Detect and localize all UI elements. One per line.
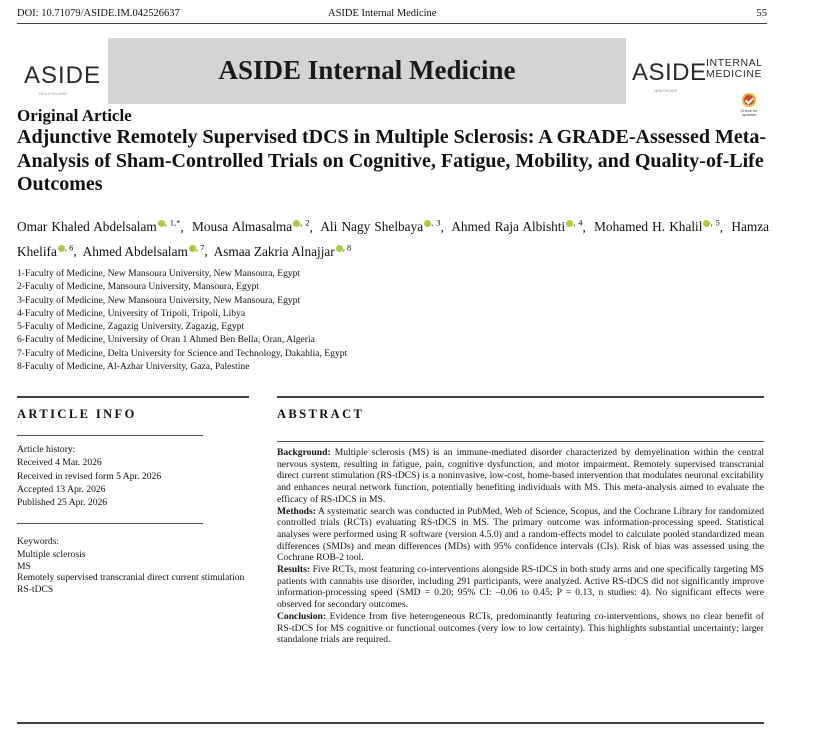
article-title: Adjunctive Remotely Supervised tDCS in Multiple Sclerosis: A GRADE-Assessed Meta-Analysis of Sham-Controlled Trials on Cognitive, Fatigue, Mobility, and Quality-of-Life Outcomes — [17, 126, 767, 195]
abstract-background — [277, 447, 764, 506]
keyword-list — [17, 536, 249, 595]
author-affiliation-sup: 8 — [346, 242, 352, 253]
author-list: Omar Khaled Abdelsalam $^{, 1,*}$, Mousa Almasalma $^{, 2}$, Ali Nagy Shelbaya $^{, 3}$, Ahmed Raja Albishti $^{, 4}$, Mohamed H. Khalil $^{, 5}$, Hamza Khelifa $^{, 6}$, Ahmed Abdelsalam $^{, 7}$, Asmaa Zakria Alnajjar $^{, 8}$ — [17, 218, 769, 259]
author-6: Hamza Khelifa $^{, 6}$ — [17, 219, 769, 259]
orcid-icon[interactable] — [189, 245, 196, 252]
abstract-rule — [277, 396, 764, 398]
history-item: Published 25 Apr. 2026 — [17, 497, 108, 509]
abstract-body — [277, 447, 764, 646]
page-number: 55 — [756, 8, 767, 19]
bottom-divider — [17, 722, 764, 724]
author-affiliation-sup: 5 — [715, 218, 720, 228]
author-name[interactable]: Asmaa Zakria Alnajjar — [213, 243, 335, 259]
orcid-icon[interactable] — [158, 220, 165, 227]
running-journal-name: ASIDE Internal Medicine — [328, 8, 437, 19]
journal-banner-title: ASIDE Internal Medicine — [218, 55, 516, 85]
author-affiliation-sup: 2 — [305, 218, 310, 228]
affiliation-item: 3-Faculty of Medicine, New Mansoura University, New Mansoura, Egypt — [17, 294, 301, 306]
section-label: Results: — [277, 564, 311, 576]
affiliation-item: 7-Faculty of Medicine, Delta University for Science and Technology, Dakahlia, Egypt — [17, 347, 348, 359]
affiliation-item: 1-Faculty of Medicine, New Mansoura University, New Mansoura, Egypt — [17, 268, 301, 279]
logo-tagline: HEALTHCARE — [39, 92, 68, 96]
author-name[interactable]: Hamza Khelifa — [17, 219, 769, 259]
affiliation-item: 2-Faculty of Medicine, Mansoura University, Mansoura, Egypt — [17, 281, 260, 293]
author-affiliation-sup: 3 — [436, 218, 441, 228]
affiliation-item: 8-Faculty of Medicine, Al-Azhar University, Gaza, Palestine — [17, 361, 250, 373]
orcid-icon[interactable] — [58, 245, 65, 252]
article-info-rule — [17, 396, 249, 398]
section-text: Five RCTs, most featuring co-interventions alongside RS-tDCS in both study arms and one specifically targeting MS patients with cannabis use disorder, including 291 participants, were analyzed. Active RS-tDCS did not significantly improve information-processing speed (SMD = 0.20; 95% CI: –0.06 to 0.45; P = 0.13, n studies: 4). No significant effects were observed for secondary outcomes. — [277, 564, 764, 611]
header-divider — [17, 23, 767, 24]
author-name[interactable]: Mousa Almasalma — [192, 219, 293, 235]
section-text: Multiple sclerosis (MS) is an immune-mediated disorder characterized by demyelination within the central nervous system, resulting in fatigue, pain, cognitive dysfunction, and motor impairment. Remotely supervised transcranial direct current stimulation (RS-tDCS) is a noninvasive, low-cost, home-based intervention that modulates neuronal excitability and enhances neural network function, potentially benefiting individuals with MS. This meta-analysis aimed to evaluate the efficacy of RS-tDCS in MS. — [277, 447, 764, 505]
keyword-item: RS-tDCS — [17, 583, 54, 595]
logo-word: ASIDE — [24, 62, 102, 89]
orcid-icon[interactable] — [336, 245, 343, 252]
logo-word: ASIDE — [632, 59, 707, 86]
author-1: Omar Khaled Abdelsalam $^{, 1,*}$ — [17, 218, 181, 235]
aside-healthcare-logo — [17, 38, 107, 104]
running-header — [17, 8, 767, 22]
author-affiliation-sup: 1,* — [169, 218, 181, 228]
section-label: Conclusion: — [277, 610, 327, 622]
author-3: Ali Nagy Shelbaya $^{, 3}$ — [320, 218, 441, 235]
check-updates-label: Check for updates — [740, 108, 758, 117]
affiliation-item: 5-Faculty of Medicine, Zagazig University, Zagazig, Egypt — [17, 321, 245, 333]
author-5: Mohamed H. Khalil $^{, 5}$ — [594, 218, 720, 235]
logo-subtitle-medicine: MEDICINE — [706, 68, 763, 80]
abstract-heading: ABSTRACT — [277, 407, 365, 421]
author-name[interactable]: Omar Khaled Abdelsalam — [17, 219, 157, 235]
section-label: Background: — [277, 447, 331, 458]
affiliation-list — [17, 267, 347, 373]
check-updates-icon — [742, 93, 756, 107]
abstract-conclusion — [277, 611, 764, 646]
keyword-item: Multiple sclerosis — [17, 549, 86, 560]
logo-subtitle-internal: INTERNAL — [706, 57, 763, 69]
affiliation-item: 6-Faculty of Medicine, University of Oran 1 Ahmed Ben Bella, Oran, Algeria — [17, 334, 315, 346]
author-4: Ahmed Raja Albishti $^{, 4}$ — [451, 218, 583, 235]
keywords-rule — [17, 523, 203, 524]
history-item: Received 4 Mar. 2026 — [17, 457, 102, 469]
logo-tagline: HEALTHCARE — [654, 89, 678, 93]
history-item: Received in revised form 5 Apr. 2026 — [17, 470, 162, 482]
keyword-item: MS — [17, 560, 31, 572]
abstract-inner-rule — [277, 441, 764, 442]
author-7: Ahmed Abdelsalam $^{, 7}$ — [82, 242, 205, 259]
affiliation-item: 4-Faculty of Medicine, University of Tripoli, Tripoli, Libya — [17, 307, 246, 319]
section-text: Evidence from five heterogeneous RCTs, predominantly featuring co-interventions, shows no clear benefit of RS-tDCS for MS cognitive or functional outcomes (very low to low certainty). This highlights substantial uncertainty; larger standalone trials are required. — [277, 610, 764, 646]
section-label: Methods: — [277, 505, 316, 517]
check-for-updates-badge[interactable] — [735, 93, 763, 119]
keyword-item: Remotely supervised transcranial direct current stimulation — [17, 572, 245, 583]
abstract-results — [277, 564, 764, 611]
history-item: Accepted 13 Apr. 2026 — [17, 483, 106, 495]
author-name[interactable]: Ahmed Raja Albishti — [451, 219, 566, 235]
article-history — [17, 443, 161, 509]
article-info-heading: ARTICLE INFO — [17, 407, 137, 421]
history-rule — [17, 435, 203, 436]
author-name[interactable]: Ali Nagy Shelbaya — [320, 219, 424, 235]
journal-banner — [108, 38, 626, 104]
author-2: Mousa Almasalma $^{, 2}$ — [192, 218, 310, 235]
abstract-methods — [277, 506, 764, 565]
doi-text[interactable]: DOI: 10.71079/ASIDE.IM.042526637 — [17, 8, 180, 19]
keywords-title: Keywords: — [17, 536, 60, 547]
author-8: Asmaa Zakria Alnajjar $^{, 8}$ — [213, 242, 352, 259]
author-name[interactable]: Mohamed H. Khalil — [594, 219, 703, 235]
article-type: Original Article — [17, 106, 132, 125]
author-affiliation-sup: 6 — [69, 242, 74, 253]
history-item: Article history: — [17, 444, 76, 455]
section-text: A systematic search was conducted in PubMed, Web of Science, Scopus, and the Cochrane Library for randomized controlled trials (RCTs) evaluating RS-tDCS in MS. The primary outcome was information-processing speed. Statistical analyses were performed using R software (version 4.5.0) and a random-effects model to calculate pooled standardized mean differences (SMDs) and mean differences (MDs) with 95% confidence intervals (CIs). Risk of bias was assessed using the Cochrane ROB-2 tool. — [277, 505, 764, 564]
author-affiliation-sup: 7 — [200, 242, 205, 253]
author-name[interactable]: Ahmed Abdelsalam — [82, 243, 188, 259]
author-affiliation-sup: 4 — [578, 218, 583, 228]
